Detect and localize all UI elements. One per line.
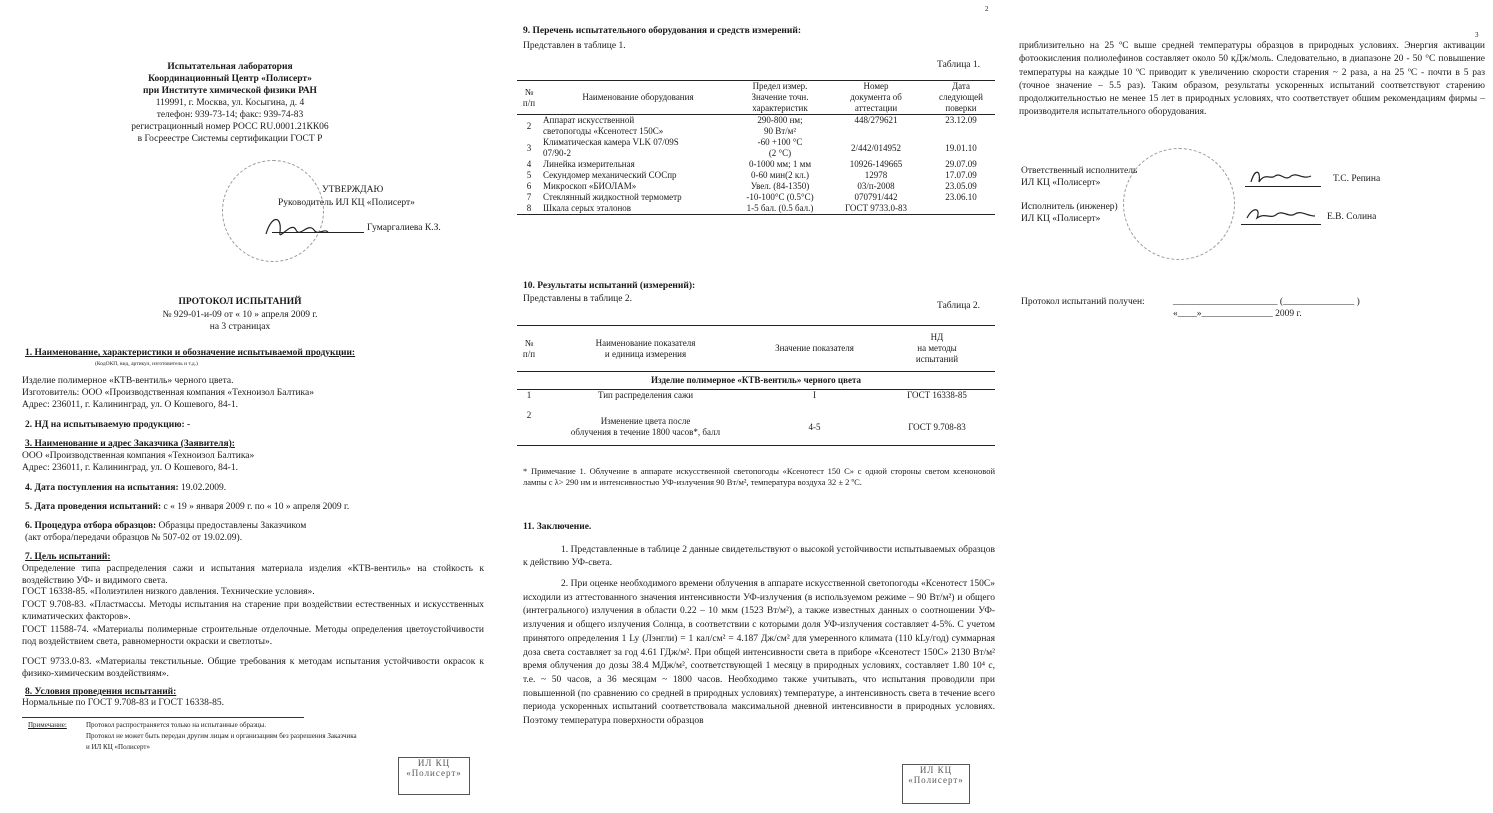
executor-signature-line <box>1241 224 1321 225</box>
lab-registry: в Госреестре Системы сертификации ГОСТ Р <box>137 134 323 144</box>
conclusion-paragraph-2: 2. При оценке необходимого времени облучения в аппарате искусственной светопогоды «Ксенотест 150С» исходили из аттестованного значения интенсивности УФ-излучения (в используемом режиме – 90 Вт/м²) и общего (интегрального) излучения в области 0.22 – 10 мкм (1523 Вт/м²), а также известных данных о соотношении УФ-излучения и общего излучения Солнца, в соответствии с которыми доля УФ-излучения составляет 4-5%. С учетом принятого определения 1 Ly (Лэнгли) = 1 кал/см² = 4.187 Дж/см² для умеренного климата (110 kLy/год) суммарная доза света составляет за год 4.61 ГДж/м². При общей интенсивности света в приборе «Ксенотест 150С» 2130 Вт/м² время облучения до дозы 38.4 МДж/м², соответствующей 1 месяцу в природных условиях, составляет 1.80 10⁴ с, т.е. ~ 50 часов, а 36 месяцам ~ 1800 часов. Необходимо также учитывать, что испытания проводили при повышенной (по сравнению со средней в природных условиях) температуре, а интенсивность света в течение всего периода ускоренных испытаний соответствовала максимальной дневной интенсивности в природных условиях. Поэтому температура поверхности образцов <box>523 579 995 727</box>
page-3 <box>1005 0 1493 813</box>
section-2-title: 2. НД на испытываемую продукцию: - <box>25 420 191 430</box>
receipt-date: 19.02.2009. <box>178 483 227 493</box>
approve-label: УТВЕРЖДАЮ <box>322 185 384 195</box>
table-footnote: * Примечание 1. Облучение в аппарате искусственной светопогоды «Ксенотест 150 С» с одной стороны светом ксеноновой лампы с λ> 290 нм и интенсивностью УФ-излучения 90 Вт/м², температура воздуха 32 ± 2 ºС. <box>523 466 995 487</box>
table-row <box>517 115 995 138</box>
signature-line <box>272 232 364 233</box>
section-4 <box>25 483 226 493</box>
section-1-title: 1. Наименование, характеристики и обозначение испытываемой продукции: <box>25 348 356 358</box>
standard-16338: ГОСТ 16338-85. «Полиэтилен низкого давления. Технические условия». <box>22 587 315 597</box>
name-line-2: и единица измерения <box>604 348 687 359</box>
doc-line-2: документа об <box>850 92 902 102</box>
row-date: 19.01.10 <box>945 142 977 153</box>
row-limit: Увел. (84-1350) <box>750 181 810 191</box>
limit-line: -60 +100 °С <box>757 137 803 147</box>
row-doc: 12978 <box>864 170 888 180</box>
director-title: Руководитель ИЛ КЦ «Полисерт» <box>278 198 415 208</box>
results-table <box>517 325 995 446</box>
page-number: 2 <box>985 5 989 13</box>
section-6 <box>25 521 306 531</box>
row-num: 3 <box>526 142 532 153</box>
standard-9708: ГОСТ 9.708-83. «Пластмассы. Методы испытания на старение при воздействии естественных и искусственных климатических факторов». <box>22 600 484 622</box>
test-period: с « 19 » января 2009 г. по « 10 » апреля 2009 г. <box>161 502 350 512</box>
section-9-sub: Представлен в таблице 1. <box>523 41 626 51</box>
section-1-hint: (КодОКП, вид, артикул, изготовитель и т.д.) <box>95 361 198 367</box>
stamp-line-2: «Полисерт» <box>406 768 462 778</box>
customer-name: ООО «Производственная компания «Техноизол Балтика» <box>22 451 255 461</box>
row-value: 4-5 <box>808 421 821 432</box>
row-date: 23.12.09 <box>945 115 977 125</box>
table-2-header <box>517 326 995 372</box>
responsible-label-2: ИЛ КЦ «Полисерт» <box>1021 178 1101 188</box>
name-line-1: Наименование показателя <box>595 337 696 348</box>
row-nd: ГОСТ 16338-85 <box>907 390 967 400</box>
col-num <box>517 81 541 115</box>
num-line-2: п/п <box>522 348 536 359</box>
executor-label-2: ИЛ КЦ «Полисерт» <box>1021 214 1101 224</box>
lab-stamp <box>398 757 470 795</box>
col-num <box>517 326 541 372</box>
section-3-title: 3. Наименование и адрес Заказчика (Заявителя): <box>25 439 235 449</box>
row-name: Стеклянный жидкостной термометр <box>543 192 682 202</box>
row-doc: ГОСТ 9733.0-83 <box>844 203 908 213</box>
stamp-line-2: «Полисерт» <box>908 775 964 785</box>
col-name <box>541 326 750 372</box>
test-purpose: Определение типа распределения сажи и испытания материала изделия «КТВ-вентиль» на стойкость к воздействию УФ- и видимого света. <box>22 564 484 586</box>
stamp-line-1: ИЛ КЦ <box>417 758 451 768</box>
executor-signature <box>1243 204 1319 226</box>
page-number: 3 <box>1475 31 1479 39</box>
limit-line: 290-800 нм; <box>757 115 803 125</box>
note-divider <box>22 717 304 718</box>
test-conditions: Нормальные по ГОСТ 9.708-83 и ГОСТ 16338-85. <box>22 698 224 708</box>
row-num: 5 <box>526 170 532 180</box>
num-line-1: № <box>524 337 534 348</box>
row-doc: 448/279621 <box>854 115 898 125</box>
row-name: Линейка измерительная <box>543 159 635 169</box>
lab-stamp <box>902 764 970 804</box>
row-doc: 070791/442 <box>854 192 898 202</box>
lab-center: Координационный Центр «Полисерт» <box>148 74 312 84</box>
row-name <box>541 137 735 159</box>
doc-line-1: Номер <box>863 81 889 91</box>
section-8-title: 8. Условия проведения испытаний: <box>25 687 177 697</box>
manufacturer-address: Адрес: 236011, г. Калининград, ул. О Кошевого, 84-1. <box>22 400 238 410</box>
standard-9733: ГОСТ 9733.0-83. «Материалы текстильные. Общие требования к методам испытания устойчивости окрасок к физико-химическим воздействиям». <box>22 657 484 679</box>
table-2-caption: Таблица 2. <box>937 301 981 311</box>
row-limit: 1-5 бал. (0.5 бал.) <box>746 203 814 213</box>
col-nd <box>879 326 995 372</box>
row-num: 2 <box>526 409 532 420</box>
section-10-sub: Представлены в таблице 2. <box>523 294 632 304</box>
responsible-signature <box>1247 166 1317 188</box>
name-line: 07/90-2 <box>543 148 571 158</box>
row-name <box>541 410 750 446</box>
col-doc <box>825 81 927 115</box>
table-group-row <box>517 372 995 390</box>
section-5 <box>25 502 349 512</box>
standard-11588: ГОСТ 11588-74. «Материалы полимерные строительные отделочные. Методы определения цветоустойчивости под воздействием света, равномерности окраски и светлоты». <box>22 625 484 647</box>
director-signature <box>262 210 332 246</box>
lab-reg-number: регистрационный номер РОСС RU.0001.21КК06 <box>131 122 329 132</box>
table-1-header <box>517 81 995 115</box>
page-1 <box>0 0 500 813</box>
product-name: Изделие полимерное «КТВ-вентиль» черного цвета. <box>22 376 234 386</box>
row-doc: 03/п-2008 <box>857 181 895 191</box>
row-name: Микроскоп «БИОЛАМ» <box>543 181 637 191</box>
row-num: 8 <box>526 203 532 213</box>
table-1-caption: Таблица 1. <box>937 60 981 70</box>
row-date: 17.07.09 <box>945 170 977 180</box>
table-row <box>517 410 995 446</box>
name-line: облучения в течение 1800 часов*, балл <box>570 427 721 438</box>
date-line-2: следующей <box>939 92 983 102</box>
limit-line: (2 °С) <box>768 148 792 158</box>
col-name: Наименование оборудования <box>582 92 694 102</box>
limit-line-3: характеристик <box>752 103 808 113</box>
nd-line-2: на методы <box>917 343 957 353</box>
doc-line-3: аттестации <box>854 103 898 113</box>
group-title: Изделие полимерное «КТВ-вентиль» черного цвета <box>650 375 862 385</box>
row-doc: 10926-149665 <box>849 159 903 169</box>
row-name <box>541 115 735 138</box>
lab-phone: телефон: 939-73-14; факс: 939-74-83 <box>156 110 304 120</box>
round-seal <box>1123 148 1235 260</box>
row-limit <box>735 137 825 159</box>
name-line: светопогоды «Ксенотест 150С» <box>543 126 664 136</box>
section-11-title: 11. Заключение. <box>523 522 592 532</box>
conclusion-continuation: приблизительно на 25 ºС выше средней температуры образцов в природных условиях. Энергия активации фотоокисления полиолефинов составляет около 50 кДж/моль. Следовательно, в диапазоне 20 - 50 °С повышение температуры на каждые 10 ºС приводит к увеличению скорости старения ~ 2 раза, а на 25 ºС - почти в 5 раз (точное значение – 5.5 раз). Таким образом, результаты ускоренных испытаний соответствуют старению продолжительностью не менее 15 лет в природных условиях, что соответствует обшим рекомендациям фирмы – производителя испытательного оборудования. <box>1019 41 1485 118</box>
name-line: Изменение цвета после <box>600 416 691 427</box>
row-value: I <box>813 390 816 400</box>
note-line-3: и ИЛ КЦ «Полисерт» <box>86 743 150 751</box>
section-10-title: 10. Результаты испытаний (измерений): <box>523 281 696 291</box>
row-num: 2 <box>526 120 532 131</box>
director-name: Гумаргалиева К.З. <box>367 223 441 233</box>
row-date: 23.05.09 <box>945 181 977 191</box>
lab-name: Испытательная лаборатория <box>167 62 293 72</box>
protocol-number: № 929-01-и-09 от « 10 » апреля 2009 г. <box>162 310 318 320</box>
name-line: Климатическая камера VLK 07/09S <box>543 137 679 147</box>
row-num: 6 <box>526 181 532 191</box>
row-num: 1 <box>526 390 532 400</box>
table-row <box>517 181 995 192</box>
date-line-1: Дата <box>952 81 970 91</box>
sampling-procedure: Образцы предоставлены Заказчиком <box>156 521 307 531</box>
row-name: Шкала серых эталонов <box>543 203 632 213</box>
received-signature-field: ______________________ (_______________ ) <box>1173 297 1360 307</box>
note-line-2: Протокол не может быть передан другим лицам и организациям без разрешения Заказчика <box>86 732 357 740</box>
received-date-field: «____»_______________ 2009 г. <box>1173 309 1302 319</box>
row-num: 7 <box>526 192 532 202</box>
row-num: 4 <box>526 159 532 169</box>
table-row <box>517 390 995 410</box>
conclusion-paragraph-1: 1. Представленные в таблице 2 данные свидетельствуют о высокой устойчивости испытываемых образцов к действию УФ-света. <box>523 545 995 568</box>
section-9-title: 9. Перечень испытательного оборудования и средств измерений: <box>523 26 802 36</box>
nd-line-1: НД <box>930 332 944 342</box>
section-6-title: 6. Процедура отбора образцов: <box>25 521 157 531</box>
nd-line-3: испытаний <box>915 354 959 364</box>
row-limit: 0-60 мин(2 кл.) <box>751 170 809 180</box>
responsible-signature-line <box>1245 186 1321 187</box>
date-line-3: поверки <box>945 103 977 113</box>
row-name: Тип распределения сажи <box>597 390 694 400</box>
note-label: Примечание: <box>28 721 67 729</box>
name-line: Аппарат искусственной <box>543 115 635 125</box>
limit-line-2: Значение точн. <box>751 92 809 102</box>
lab-institute: при Институте химической физики РАН <box>143 86 317 96</box>
row-limit: -10-100°С (0.5°С) <box>746 192 814 202</box>
col-limit <box>735 81 825 115</box>
row-doc: 2/442/014952 <box>850 142 901 153</box>
manufacturer: Изготовитель: ООО «Производственная компания «Техноизол Балтика» <box>22 388 314 398</box>
sampling-act: (акт отбора/передачи образцов № 507-02 от 19.02.09). <box>25 533 243 543</box>
row-limit <box>735 115 825 138</box>
row-date <box>927 203 995 215</box>
equipment-table <box>517 80 995 215</box>
row-limit: 0-1000 мм; 1 мм <box>748 159 812 169</box>
row-date: 29.07.09 <box>945 159 977 169</box>
row-name: Секундомер механический СОСпр <box>543 170 677 180</box>
lab-address: 119991, г. Москва, ул. Косыгина, д. 4 <box>155 98 305 108</box>
limit-line: 90 Вт/м² <box>763 126 797 136</box>
table-row <box>517 192 995 203</box>
executor-label-1: Исполнитель (инженер) <box>1021 202 1118 212</box>
responsible-name: Т.С. Репина <box>1333 174 1381 184</box>
col-value: Значение показателя <box>775 343 854 353</box>
responsible-label-1: Ответственный исполнитель <box>1021 166 1138 176</box>
note-line-1: Протокол распространяется только на испытанные образцы. <box>86 721 267 729</box>
section-5-title: 5. Дата проведения испытаний: <box>25 502 162 512</box>
received-label: Протокол испытаний получен: <box>1021 297 1145 307</box>
row-nd: ГОСТ 9.708-83 <box>908 421 966 432</box>
table-row <box>517 203 995 215</box>
protocol-pages: на 3 страницах <box>209 322 271 332</box>
col-date <box>927 81 995 115</box>
page-2 <box>505 0 1000 813</box>
protocol-title: ПРОТОКОЛ ИСПЫТАНИЙ <box>178 297 302 307</box>
num-line-2: п/п <box>522 97 536 108</box>
table-row <box>517 159 995 170</box>
limit-line-1: Предел измер. <box>752 81 808 91</box>
customer-address: Адрес: 236011, г. Калининград, ул. О Кошевого, 84-1. <box>22 463 238 473</box>
table-row <box>517 137 995 159</box>
stamp-line-1: ИЛ КЦ <box>919 765 953 775</box>
table-row <box>517 170 995 181</box>
num-line-1: № <box>524 86 534 97</box>
executor-name: Е.В. Солина <box>1327 212 1377 222</box>
section-4-title: 4. Дата поступления на испытания: <box>25 483 179 493</box>
section-7-title: 7. Цель испытаний: <box>25 552 111 562</box>
row-date: 23.06.10 <box>945 192 977 202</box>
